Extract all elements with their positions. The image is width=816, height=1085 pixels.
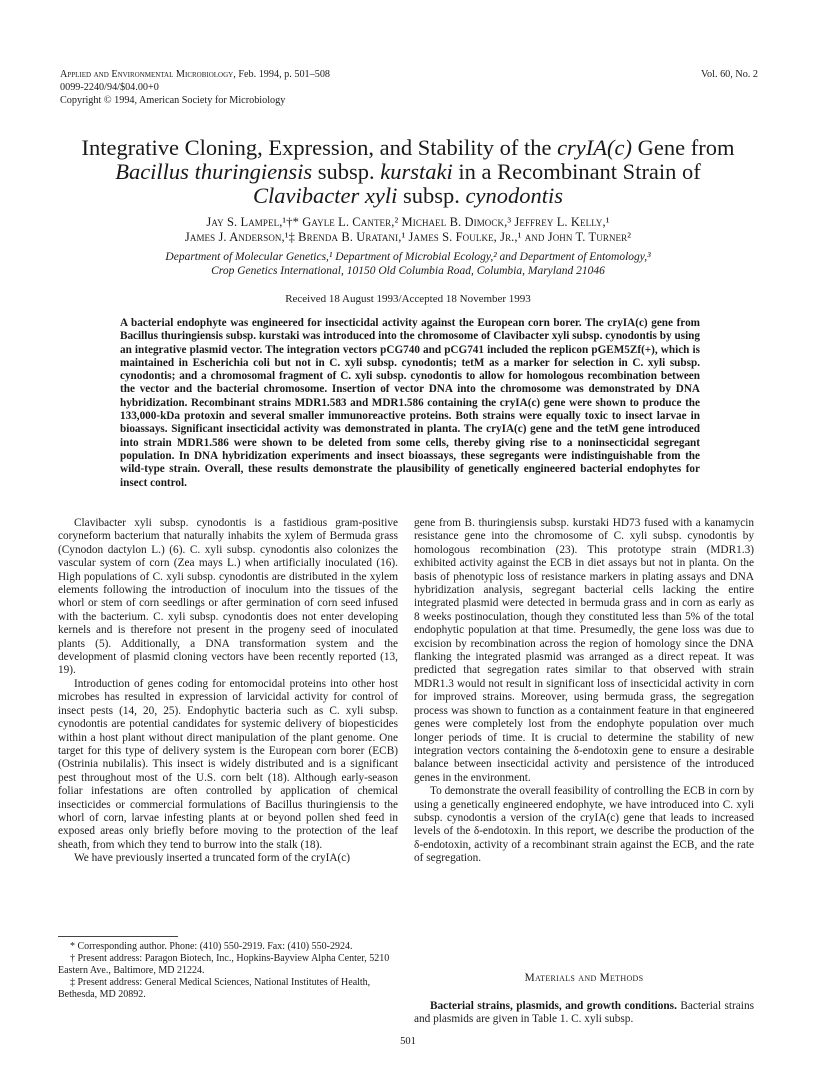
title-part: in a Recombinant Strain of bbox=[452, 159, 701, 184]
body-column-left bbox=[58, 517, 398, 866]
footnote-divider bbox=[58, 936, 178, 937]
author-list bbox=[90, 215, 726, 245]
body-paragraph: To demonstrate the overall feasibility of controlling the ECB in corn by using a genetically engineered endophyte, we have introduced into C. xyli subsp. cynodontis a version of the cryIA(c) gene that leads to increased levels of the δ-endotoxin. In this report, we describe the production of the δ-endotoxin, activity of a recombinant strain against the ECB, and the rate of segregation. bbox=[414, 785, 754, 865]
footnote-present-address: ‡ Present address: General Medical Sciences, National Institutes of Health, Bethesda, MD 20892. bbox=[58, 977, 371, 1000]
title-organism: cynodontis bbox=[465, 183, 563, 208]
journal-header bbox=[60, 68, 480, 107]
section-heading: Materials and Methods bbox=[524, 972, 644, 984]
author-line: James J. Anderson,¹‡ Brenda B. Uratani,¹ James S. Foulke, Jr.,¹ and John T. Turner² bbox=[184, 230, 632, 244]
title-part: Integrative Cloning, Expression, and Stability of the bbox=[81, 135, 558, 160]
title-organism: kurstaki bbox=[380, 159, 453, 184]
received-dates: Received 18 August 1993/Accepted 18 November 1993 bbox=[285, 293, 531, 305]
body-paragraph: Introduction of genes coding for entomocidal proteins into other host microbes has resulted in expression of larvicidal activity for control of insect pests (14, 20, 25). Endophytic bacteria such as C. xyli subsp. cynodontis are potential candidates for systemic delivery of biopesticides within a host plant without direct manipulation of the plant genome. One target for this type of delivery system is the European corn borer (ECB) (Ostrinia nubilalis). This insect is widely distributed and is a significant pest throughout most of the U.S. corn belt (18). Although early-season foliar infestations are often controlled by application of chemical insecticides or commercial formulations of Bacillus thuringiensis to the whorl of corn, larvae infesting plants at or beyond pollen shed feed in exposed areas only briefly before moving to the protection of the leaf sheath, from which they tend to burrow into the stalk (18). bbox=[58, 677, 398, 851]
methods-paragraph bbox=[414, 1000, 754, 1027]
title-part: subsp. bbox=[312, 159, 381, 184]
page-number: 501 bbox=[400, 1036, 416, 1047]
body-paragraph: gene from B. thuringiensis subsp. kurstaki HD73 fused with a kanamycin resistance gene into the chromosome of C. xyli subsp. cynodontis by homologous recombination (23). This prototype strain (MDR1.3) exhibited activity against the ECB in diet assays but not in planta. On the basis of phenotypic loss of resistance markers in plating assays and DNA hybridization analysis, segregant bacterial cells lacking the entire integrated plasmid were detected in bermuda grass and in corn as early as 8 weeks postinoculation, though they constituted less than 5% of the total endophytic population at that time. Presumedly, the gene loss was due to excision by recombination across the region of homology since the DNA flanking the integrated plasmid was arranged as a direct repeat. It was predicted that segregation rates similar to that observed with strain MDR1.3 would not result in significant loss of insecticidal activity in corn for improved strains. Moreover, using bermuda grass, the segregation process was shown to function as a containment feature in that engineered genes were completely lost from the endophyte population over much longer periods of time. It is crucial to determine the stability of new integration vectors containing the δ-endotoxin gene to ensure a desirable balance between insecticidal activity and persistence of the introduced genes in the environment. bbox=[414, 517, 754, 784]
title-part: subsp. bbox=[397, 183, 466, 208]
abstract: A bacterial endophyte was engineered for insecticidal activity against the European corn borer. The cryIA(c) gene from Bacillus thuringiensis subsp. kurstaki was introduced into the chromosome of Clavibacter xyli subsp. cynodontis by using an integrative plasmid vector. The integration vectors pCG740 and pCG741 included the replicon pGEM5Zf(+), which is maintained in Escherichia coli but not in C. xyli subsp. cynodontis; tetM as a marker for selection in C. xyli subsp. cynodontis; and a chromosomal fragment of C. xyli subsp. cynodontis to allow for homologous recombination between the vector and the bacterial chromosome. Insertion of vector DNA into the chromosome was demonstrated by DNA hybridization. Recombinant strains MDR1.583 and MDR1.586 containing the cryIA(c) gene were shown to produce the 133,000-kDa protoxin and several smaller immunoreactive proteins. Both strains were equally toxic to insect larvae in bioassays. Significant insecticidal activity was demonstrated in planta. The cryIA(c) gene and the tetM gene introduced into strain MDR1.586 were shown to be deleted from some cells, thereby giving rise to a noninsecticidal segregant population. In DNA hybridization experiments and insect bioassays, these segregants were indistinguishable from the wild-type strain. Overall, these results demonstrate the plausibility of genetically engineered bacterial endophytes for insect control. bbox=[120, 317, 700, 489]
affiliation-line: Department of Molecular Genetics,¹ Department of Microbial Ecology,² and Department of Entomology,³ bbox=[165, 251, 651, 263]
journal-date-pages: , Feb. 1994, p. 501–508 bbox=[233, 69, 330, 80]
body-column-right bbox=[414, 517, 754, 866]
footnotes bbox=[58, 936, 398, 1001]
copyright: Copyright © 1994, American Society for Microbiology bbox=[60, 95, 286, 106]
volume-info: Vol. 60, No. 2 bbox=[701, 69, 758, 80]
journal-citation bbox=[60, 68, 480, 81]
author-line: Jay S. Lampel,¹†* Gayle L. Canter,² Michael B. Dimock,³ Jeffrey L. Kelly,¹ bbox=[206, 215, 610, 229]
body-paragraph: We have previously inserted a truncated form of the cryIA(c) bbox=[74, 852, 351, 865]
title-organism: Bacillus thuringiensis bbox=[115, 159, 313, 184]
body-paragraph: Clavibacter xyli subsp. cynodontis is a fastidious gram-positive coryneform bacterium that naturally inhabits the xylem of Bermuda grass (Cynodon dactylon L.) (6). C. xyli subsp. cynodontis also colonizes the vascular system of corn (Zea mays L.) when artificially inoculated (16). High populations of C. xyli subsp. cynodontis are distributed in the xylem elements following the introduction of inoculum into the tissues of the whorl or stem of corn seedlings or after germination of corn seed infused with the bacterium. C. xyli subsp. cynodontis does not enter developing kernels and is therefore not present in the progeny seed of inoculated plants (5). Additionally, a DNA transformation system and the development of plasmid cloning vectors have been recently reported (13, 19). bbox=[58, 517, 398, 677]
article-title bbox=[80, 136, 736, 208]
footnote-corresponding: * Corresponding author. Phone: (410) 550-2919. Fax: (410) 550-2924. bbox=[70, 941, 353, 952]
title-gene: cryIA(c) bbox=[557, 135, 633, 160]
issn: 0099-2240/94/$04.00+0 bbox=[60, 82, 159, 93]
title-organism: Clavibacter xyli bbox=[253, 183, 398, 208]
affiliations bbox=[90, 250, 726, 278]
title-part: Gene from bbox=[632, 135, 735, 160]
footnote-present-address: † Present address: Paragon Biotech, Inc., Hopkins-Bayview Alpha Center, 5210 Eastern Ave., Baltimore, MD 21224. bbox=[58, 953, 390, 976]
methods-text: Bacterial strains and plasmids are given in Table 1. C. xyli subsp. bbox=[414, 1000, 754, 1026]
affiliation-line: Crop Genetics International, 10150 Old Columbia Road, Columbia, Maryland 21046 bbox=[211, 265, 605, 277]
journal-name: Applied and Environmental Microbiology bbox=[60, 69, 234, 80]
methods-subheading: Bacterial strains, plasmids, and growth conditions. bbox=[430, 1000, 677, 1012]
